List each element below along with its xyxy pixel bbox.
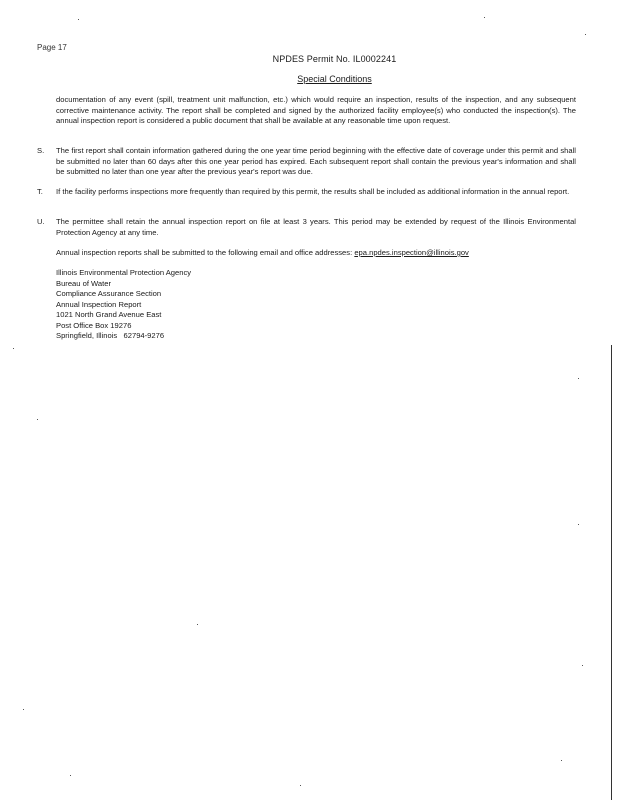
address-line: Post Office Box 19276 [56,320,132,330]
scan-speck [300,785,301,786]
scan-speck [23,709,24,710]
scan-speck [561,760,562,761]
item-text-t: If the facility performs inspections more frequently than required by this permit, the results shall be included as additional information in the annual report. [56,187,570,196]
scan-speck [484,17,485,18]
scan-speck [585,34,586,35]
scan-speck [13,348,14,349]
annual-reports-instruction [56,248,576,259]
scan-speck [70,775,71,776]
scan-speck [578,378,579,379]
section-title: Special Conditions [297,74,372,84]
item-letter-t: T. [37,187,43,196]
address-line: Illinois Environmental Protection Agency [56,268,192,277]
scan-speck [578,524,579,525]
address-line: Springfield, Illinois 62794-9276 [56,331,165,340]
item-letter-s: S. [37,146,45,155]
scan-speck [37,419,38,420]
mailing-address [56,268,191,342]
scan-speck [197,624,198,625]
address-line: Annual Inspection Report [56,299,142,309]
scan-edge-line [611,345,612,800]
permit-number-heading: NPDES Permit No. IL0002241 [272,54,397,64]
submission-email-link[interactable]: epa.npdes.inspection@illinois.gov [354,248,469,257]
scan-speck [582,665,583,666]
continuation-paragraph: documentation of any event (spill, treatment unit malfunction, etc.) which would require an inspection, results of the inspection, and any subsequent corrective maintenance activity. The report shall be completed and signed by the authorized facility employee(s) who conducted the inspection(s). The annual inspection report is considered a public document that shall be available at any reasonable time upon request. [56,95,576,126]
annual-reports-text: Annual inspection reports shall be submitted to the following email and office addresses: [56,248,353,257]
address-line: Bureau of Water [56,278,112,288]
item-letter-u: U. [37,217,45,226]
address-line: Compliance Assurance Section [56,289,162,298]
scan-speck [78,19,79,20]
address-line: 1021 North Grand Avenue East [56,310,162,319]
page-number: Page 17 [37,43,67,52]
item-text-s: The first report shall contain information gathered during the one year time period beginning with the effective date of coverage under this permit and shall be submitted no later than 60 days after this one year period has expired. Each subsequent report shall contain the previous year's information and shall be submitted no later than one year after the previous year's report was due. [56,146,576,177]
item-text-u: The permittee shall retain the annual inspection report on file at least 3 years. This period may be extended by request of the Illinois Environmental Protection Agency at any time. [56,217,576,237]
